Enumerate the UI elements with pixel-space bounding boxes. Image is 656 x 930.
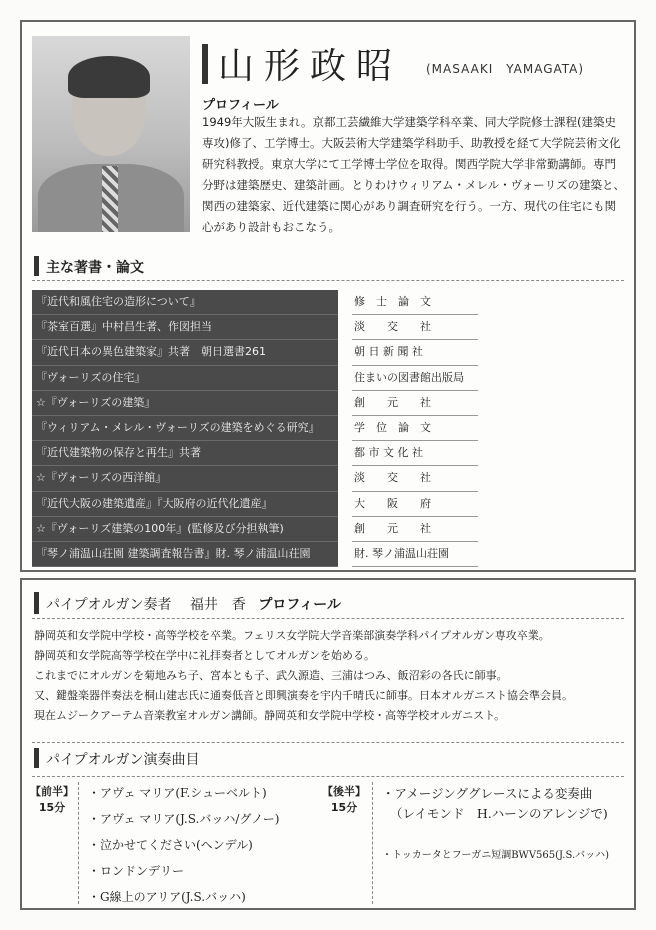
organist-role: パイプオルガン奏者 xyxy=(46,597,172,613)
profile-line: 研究科教授。東京大学にて工学博士学位を取得。関西学院大学非常勤講師。専門 xyxy=(202,157,616,171)
work-title: 『近代日本の異色建築家』共著 朝日選書261 xyxy=(32,340,338,365)
work-title: ☆『ヴォーリズの西洋館』 xyxy=(32,466,338,491)
profile-line: 分野は建築歴史、建築計画。とりわけウィリアム・メレル・ヴォーリズの建築と、 xyxy=(202,178,626,192)
organist-heading-suffix: プロフィール xyxy=(258,597,341,613)
program-top-divider xyxy=(32,742,624,743)
works-title-list xyxy=(32,290,338,567)
second-half-label: 【後半】 xyxy=(322,785,366,798)
organist-line: 現在ムジークアーテム音楽教室オルガン講師。静岡英和女学院中学校・高等学校オルガニスト。 xyxy=(34,709,506,722)
work-title: 『茶室百選』中村昌生著、作図担当 xyxy=(32,315,338,340)
organist-name: 福井 香 xyxy=(189,597,246,613)
organist-heading xyxy=(46,594,341,614)
title-bar-marker xyxy=(202,44,208,84)
program-item: ・泣かせてください(ヘンデル) xyxy=(88,838,253,852)
organist-line: 又、鍵盤楽器伴奏法を桐山建志氏に通奏低音と即興演奏を宇内千晴氏に師事。日本オルガニスト協会準会員。 xyxy=(34,689,573,702)
organist-text xyxy=(34,626,624,726)
profile-name: 山形政昭 xyxy=(218,46,403,87)
program-second-label xyxy=(322,784,366,816)
program-item: ・アメージンググレースによる変奏曲 xyxy=(382,786,593,801)
profile-line: 専攻)修了、工学博士。大阪芸術大学建築学科助手、助教授を経て大学院芸術文化 xyxy=(202,136,621,150)
work-publisher: 住まいの図書館出版局 xyxy=(352,366,478,391)
works-publisher-list xyxy=(352,290,478,567)
works-divider xyxy=(32,280,624,281)
program-first-label xyxy=(30,784,74,816)
work-publisher: 都 市 文 化 社 xyxy=(352,441,478,466)
work-title: ☆『ヴォーリズの建築』 xyxy=(32,391,338,416)
profile-line: 心があり設計もおこなう。 xyxy=(202,220,340,234)
work-publisher: 朝 日 新 聞 社 xyxy=(352,340,478,365)
program-item: ・トッカータとフーガニ短調BWV565(J.S.バッハ) xyxy=(382,850,610,861)
profile-section-title: プロフィール xyxy=(202,98,279,113)
profile-line: 関西の建築家、近代建築に関心があり調査研究を行う。一方、現代の住宅にも関 xyxy=(202,199,616,213)
organist-bar-marker xyxy=(34,592,39,614)
program-divider xyxy=(32,776,624,777)
profile-text xyxy=(202,112,630,238)
work-publisher: 淡 交 社 xyxy=(352,466,478,491)
profile-panel xyxy=(20,20,636,572)
work-title: 『ヴォーリズの住宅』 xyxy=(32,366,338,391)
work-title: 『琴ノ浦温山荘園 建築調査報告書』財. 琴ノ浦温山荘園 xyxy=(32,542,338,567)
work-publisher: 淡 交 社 xyxy=(352,315,478,340)
organist-line: これまでにオルガンを菊地みち子、宮本とも子、武久源造、三浦はつみ、飯沼彩の各氏に師事。 xyxy=(34,669,508,682)
second-half-time: 15分 xyxy=(330,801,358,814)
work-publisher: 修 士 論 文 xyxy=(352,290,478,315)
works-bar-marker xyxy=(34,256,39,276)
work-title: 『ウィリアム・メレル・ヴォーリズの建築をめぐる研究』 xyxy=(32,416,338,441)
program-bar-marker xyxy=(34,748,39,768)
first-half-time: 15分 xyxy=(38,801,66,814)
work-publisher: 学 位 論 文 xyxy=(352,416,478,441)
organist-divider xyxy=(32,618,624,619)
works-heading: 主な著書・論文 xyxy=(46,260,144,276)
work-publisher: 創 元 社 xyxy=(352,517,478,542)
work-title: ☆『ヴォーリズ建築の100年』(監修及び分担執筆) xyxy=(32,517,338,542)
program-item: ・G線上のアリア(J.S.バッハ) xyxy=(88,890,246,904)
program-item: ・アヴェ マリア(F.シューベルト) xyxy=(88,786,267,800)
work-publisher: 財. 琴ノ浦温山荘園 xyxy=(352,542,478,567)
program-first-divider xyxy=(78,782,79,904)
profile-line: 1949年大阪生まれ。京都工芸繊維大学建築学科卒業、同大学院修士課程(建築史 xyxy=(202,115,616,129)
profile-name-roman: (MASAAKI YAMAGATA) xyxy=(426,62,585,76)
program-item: ・アヴェ マリア(J.S.バッハ/グノー) xyxy=(88,812,280,826)
first-half-label: 【前半】 xyxy=(30,785,74,798)
portrait-photo xyxy=(32,36,190,232)
program-item: ・ロンドンデリー xyxy=(88,864,185,878)
organist-line: 静岡英和女学院高等学校在学中に礼拝奏者としてオルガンを始める。 xyxy=(34,649,375,662)
work-title: 『近代建築物の保存と再生』共著 xyxy=(32,441,338,466)
work-publisher: 大 阪 府 xyxy=(352,492,478,517)
organist-line: 静岡英和女学院中学校・高等学校を卒業。フェリス女学院大学音楽部演奏学科パイプオルガン専攻卒業。 xyxy=(34,629,550,642)
work-publisher: 創 元 社 xyxy=(352,391,478,416)
work-title: 『近代和風住宅の造形について』 xyxy=(32,290,338,315)
work-title: 『近代大阪の建築遺産』『大阪府の近代化遺産』 xyxy=(32,492,338,517)
organist-panel xyxy=(20,578,636,910)
program-heading: パイプオルガン演奏曲目 xyxy=(46,752,200,768)
program-item-note: （レイモンド H.ハーンのアレンジで) xyxy=(390,806,608,821)
program-second-divider xyxy=(372,782,373,904)
